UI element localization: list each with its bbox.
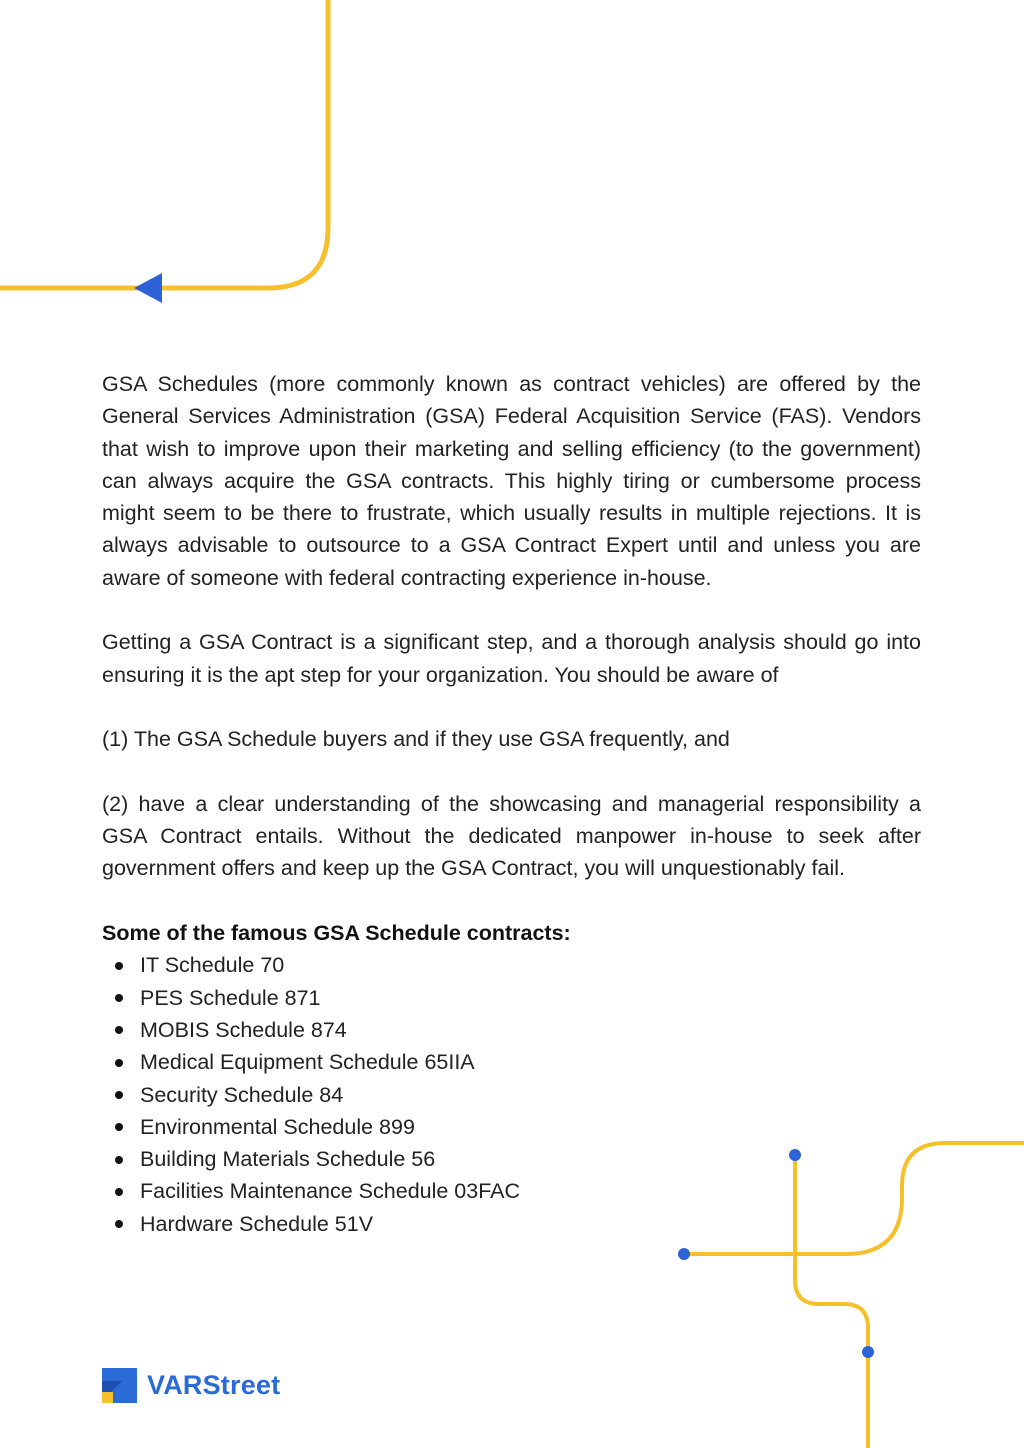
list-heading: Some of the famous GSA Schedule contracts:	[102, 921, 571, 946]
varstreet-logo	[102, 1367, 280, 1403]
circuit-node-dot	[862, 1346, 874, 1358]
varstreet-logo-icon	[102, 1368, 137, 1403]
bullet-icon	[115, 1156, 123, 1164]
list-item: Environmental Schedule 899	[102, 1111, 921, 1143]
top-connector-line	[0, 0, 328, 288]
left-arrow-icon	[134, 273, 162, 303]
bullet-icon	[115, 1123, 123, 1131]
bullet-icon	[115, 1220, 123, 1228]
list-item: Building Materials Schedule 56	[102, 1143, 921, 1175]
list-item: MOBIS Schedule 874	[102, 1014, 921, 1046]
point-two-paragraph: (2) have a clear understanding of the showcasing and managerial responsibility a GSA Contract entails. Without the dedicated manpower in-house to seek after government offers and keep up the GSA Contract, you will unquestionably fail.	[102, 791, 921, 881]
document-body	[102, 368, 921, 1240]
bullet-icon	[115, 962, 123, 970]
list-item: PES Schedule 871	[102, 982, 921, 1014]
bullet-icon	[115, 1026, 123, 1034]
intro-paragraph: GSA Schedules (more commonly known as contract vehicles) are offered by the General Services Administration (GSA) Federal Acquisition Service (FAS). Vendors that wish to improve upon their marketing and selling efficiency (to the government) can always acquire the GSA contracts. This highly tiring or cumbersome process might seem to be there to frustrate, which usually results in multiple rejections. It is always advisable to outsource to a GSA Contract Expert until and unless you are aware of someone with federal contracting experience in-house.	[102, 372, 921, 590]
analysis-paragraph: Getting a GSA Contract is a significant step, and a thorough analysis should go into ensuring it is the apt step for your organization. You should be aware of	[102, 630, 921, 687]
schedule-list	[102, 949, 921, 1240]
bullet-icon	[115, 1188, 123, 1196]
bullet-icon	[115, 1091, 123, 1099]
list-item: Security Schedule 84	[102, 1079, 921, 1111]
list-item: Medical Equipment Schedule 65IIA	[102, 1046, 921, 1078]
point-one-paragraph: (1) The GSA Schedule buyers and if they use GSA frequently, and	[102, 727, 730, 752]
list-item: IT Schedule 70	[102, 949, 921, 981]
circuit-node-dot	[678, 1248, 690, 1260]
list-item: Hardware Schedule 51V	[102, 1208, 921, 1240]
bullet-icon	[115, 1059, 123, 1067]
bullet-icon	[115, 994, 123, 1002]
list-item: Facilities Maintenance Schedule 03FAC	[102, 1175, 921, 1207]
logo-wordmark: VARStreet	[147, 1369, 281, 1400]
